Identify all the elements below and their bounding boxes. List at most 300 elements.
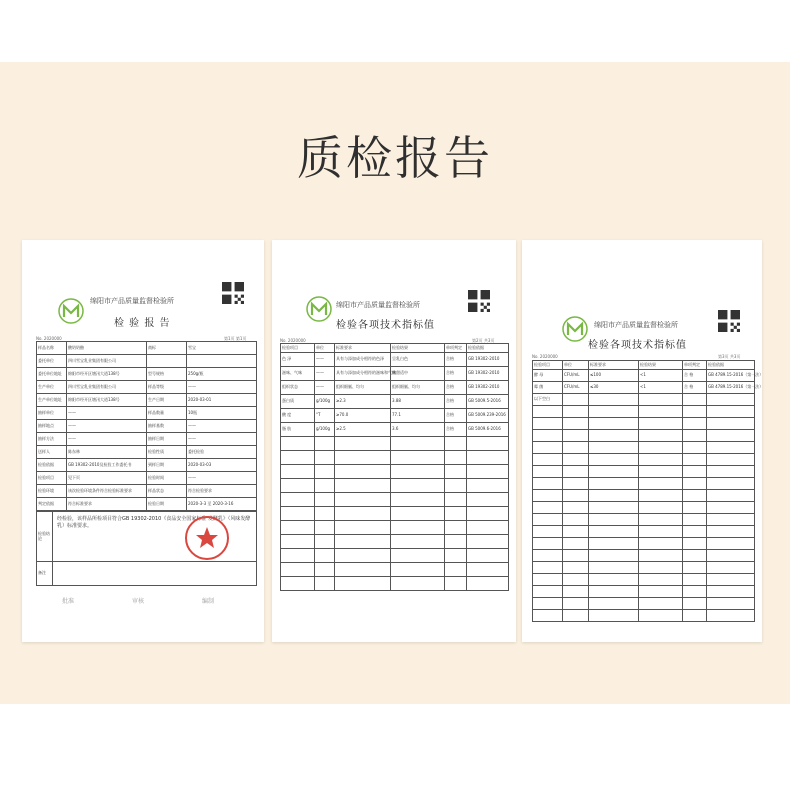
table-cell bbox=[589, 406, 639, 418]
table-cell bbox=[707, 406, 755, 418]
table-cell bbox=[467, 535, 509, 549]
column-header: 检验依据 bbox=[707, 361, 755, 370]
blank-row bbox=[533, 502, 755, 514]
table-cell bbox=[315, 563, 335, 577]
table-cell bbox=[533, 490, 563, 502]
field-value: 250g/瓶 bbox=[187, 368, 257, 381]
field-label: 生产单位 bbox=[37, 381, 67, 394]
table-cell: 酵 母 bbox=[533, 370, 563, 382]
table-cell: GB 19302-2010 bbox=[467, 353, 509, 367]
indicators-table bbox=[532, 360, 764, 622]
table-cell bbox=[335, 451, 391, 465]
table-cell bbox=[683, 550, 707, 562]
table-cell: GB 5009.6-2016 bbox=[467, 423, 509, 437]
table-cell bbox=[533, 586, 563, 598]
table-cell bbox=[281, 521, 315, 535]
table-cell bbox=[563, 454, 589, 466]
table-cell bbox=[533, 406, 563, 418]
table-cell bbox=[391, 549, 445, 563]
table-cell bbox=[639, 562, 683, 574]
table-cell bbox=[391, 507, 445, 521]
table-cell bbox=[335, 549, 391, 563]
table-cell bbox=[589, 502, 639, 514]
table-cell bbox=[639, 478, 683, 490]
table-cell bbox=[281, 549, 315, 563]
column-header: 标准要求 bbox=[589, 361, 639, 370]
blank-row bbox=[533, 478, 755, 490]
indicators-table bbox=[280, 343, 509, 591]
table-cell bbox=[533, 478, 563, 490]
table-cell bbox=[445, 521, 467, 535]
table-cell bbox=[683, 394, 707, 406]
field-label: 委托单位地址 bbox=[37, 368, 67, 381]
table-row bbox=[37, 459, 257, 472]
table-cell bbox=[445, 493, 467, 507]
table-cell: ≤30 bbox=[589, 382, 639, 394]
table-row bbox=[281, 367, 509, 381]
table-cell bbox=[589, 478, 639, 490]
field-value: 四川雪宝乳业集团有限公司 bbox=[67, 381, 147, 394]
table-cell bbox=[707, 490, 755, 502]
field-value: 绵阳市经开区塘汛大道138号 bbox=[67, 368, 147, 381]
table-cell bbox=[391, 535, 445, 549]
table-cell bbox=[315, 535, 335, 549]
table-cell: —— bbox=[315, 367, 335, 381]
table-cell: 脂 肪 bbox=[281, 423, 315, 437]
table-cell bbox=[589, 550, 639, 562]
table-row bbox=[281, 395, 509, 409]
table-cell bbox=[707, 562, 755, 574]
table-cell bbox=[639, 514, 683, 526]
field-value: 酸奶奶酪 bbox=[67, 342, 147, 355]
field-label: 检验依据 bbox=[37, 459, 67, 472]
field-value: 该次检验环境条件符合检验标准要求 bbox=[67, 485, 147, 498]
table-cell bbox=[639, 430, 683, 442]
field-label: 检验环境 bbox=[37, 485, 67, 498]
table-cell bbox=[533, 550, 563, 562]
table-cell bbox=[639, 394, 683, 406]
field-value: 符合标准要求 bbox=[67, 498, 147, 511]
column-header: 检验项目 bbox=[533, 361, 563, 370]
table-cell bbox=[639, 466, 683, 478]
table-cell bbox=[589, 490, 639, 502]
field-value: —— bbox=[187, 420, 257, 433]
form-title: 检 验 报 告 bbox=[114, 318, 171, 329]
table-cell bbox=[683, 610, 707, 622]
table-row bbox=[281, 353, 509, 367]
blank-row bbox=[533, 442, 755, 454]
field-label: 抽样方法 bbox=[37, 433, 67, 446]
table-cell bbox=[335, 493, 391, 507]
conclusion-cell bbox=[53, 512, 257, 562]
table-row bbox=[37, 381, 257, 394]
table-cell bbox=[467, 479, 509, 493]
table-cell bbox=[391, 465, 445, 479]
table-cell bbox=[281, 563, 315, 577]
field-value: 符合检验要求 bbox=[187, 485, 257, 498]
field-label: 抽样地点 bbox=[37, 420, 67, 433]
table-cell bbox=[707, 454, 755, 466]
table-cell bbox=[589, 430, 639, 442]
technical-indicators-sheet-page3 bbox=[522, 240, 762, 642]
table-cell bbox=[281, 493, 315, 507]
column-header: 单项判定 bbox=[445, 344, 467, 353]
table-cell bbox=[445, 451, 467, 465]
field-label bbox=[147, 355, 187, 368]
table-header-row bbox=[533, 361, 755, 370]
table-cell: GB 5009.5-2016 bbox=[467, 395, 509, 409]
table-cell bbox=[533, 562, 563, 574]
blank-row bbox=[533, 562, 755, 574]
table-cell bbox=[445, 507, 467, 521]
column-header: 检验依据 bbox=[467, 344, 509, 353]
table-cell bbox=[315, 577, 335, 591]
table-cell bbox=[391, 479, 445, 493]
table-cell: g/100g bbox=[315, 423, 335, 437]
table-cell bbox=[281, 479, 315, 493]
blank-row bbox=[533, 466, 755, 478]
institute-name: 绵阳市产品质量监督检验所 bbox=[336, 301, 420, 309]
table-cell bbox=[589, 466, 639, 478]
table-cell: ≥70.0 bbox=[335, 409, 391, 423]
table-cell bbox=[683, 466, 707, 478]
table-cell bbox=[391, 521, 445, 535]
table-row bbox=[533, 382, 755, 394]
field-label: 检验性质 bbox=[147, 446, 187, 459]
field-value: —— bbox=[67, 433, 147, 446]
table-cell bbox=[683, 562, 707, 574]
blank-row bbox=[533, 598, 755, 610]
field-label: 样品等级 bbox=[147, 381, 187, 394]
table-cell bbox=[335, 437, 391, 451]
table-row bbox=[533, 394, 755, 406]
table-cell bbox=[563, 586, 589, 598]
table-row bbox=[37, 433, 257, 446]
table-cell bbox=[589, 586, 639, 598]
table-cell: ≤100 bbox=[589, 370, 639, 382]
field-label: 抽样日期 bbox=[147, 433, 187, 446]
table-cell: GB 19302-2010 bbox=[467, 381, 509, 395]
table-cell bbox=[533, 526, 563, 538]
table-cell bbox=[533, 466, 563, 478]
table-cell bbox=[639, 574, 683, 586]
form-title: 检验各项技术指标值 bbox=[588, 340, 687, 351]
table-cell bbox=[707, 598, 755, 610]
field-label: 样品名称 bbox=[37, 342, 67, 355]
table-cell bbox=[533, 502, 563, 514]
report-number: No. 2020000 bbox=[532, 354, 558, 359]
table-cell bbox=[563, 406, 589, 418]
field-label: 样品数量 bbox=[147, 407, 187, 420]
field-value: GB 19302-2010及检验工作委托书 bbox=[67, 459, 147, 472]
table-cell: GB 5009.239-2016 bbox=[467, 409, 509, 423]
table-row bbox=[37, 368, 257, 381]
table-cell bbox=[315, 507, 335, 521]
field-label: 型号规格 bbox=[147, 368, 187, 381]
table-cell bbox=[683, 538, 707, 550]
table-cell: 酸 度 bbox=[281, 409, 315, 423]
field-value: 委托检验 bbox=[187, 446, 257, 459]
table-cell bbox=[563, 490, 589, 502]
field-value: 2020-03-01 bbox=[187, 394, 257, 407]
table-cell: 以下空白 bbox=[533, 394, 563, 406]
table-cell: 77.1 bbox=[391, 409, 445, 423]
table-row bbox=[37, 420, 257, 433]
table-cell bbox=[707, 430, 755, 442]
table-cell bbox=[589, 574, 639, 586]
blank-row bbox=[533, 550, 755, 562]
blank-row bbox=[533, 586, 755, 598]
column-header: 检验项目 bbox=[281, 344, 315, 353]
table-cell bbox=[707, 550, 755, 562]
table-row bbox=[37, 485, 257, 498]
table-row bbox=[281, 521, 509, 535]
table-cell bbox=[683, 574, 707, 586]
table-cell bbox=[281, 535, 315, 549]
table-row bbox=[37, 394, 257, 407]
table-cell bbox=[467, 493, 509, 507]
table-row bbox=[37, 446, 257, 459]
table-cell bbox=[563, 598, 589, 610]
table-cell bbox=[683, 586, 707, 598]
table-cell bbox=[335, 465, 391, 479]
table-cell bbox=[683, 514, 707, 526]
table-header-row bbox=[281, 344, 509, 353]
table-cell: 滋味、气味 bbox=[281, 367, 315, 381]
table-cell bbox=[281, 465, 315, 479]
field-value: 绵阳市经开区塘汛大道138号 bbox=[67, 394, 147, 407]
table-cell bbox=[563, 466, 589, 478]
page-mark: 第2页 共3页 bbox=[472, 338, 495, 343]
table-cell bbox=[391, 563, 445, 577]
table-cell bbox=[563, 550, 589, 562]
table-cell: 3.6 bbox=[391, 423, 445, 437]
table-cell bbox=[467, 451, 509, 465]
blank-row bbox=[533, 574, 755, 586]
table-row bbox=[281, 437, 509, 451]
table-cell: 3.88 bbox=[391, 395, 445, 409]
table-cell bbox=[335, 507, 391, 521]
institute-logo-icon bbox=[562, 316, 588, 342]
table-cell bbox=[683, 442, 707, 454]
table-cell bbox=[639, 586, 683, 598]
table-cell: —— bbox=[315, 353, 335, 367]
table-cell: °T bbox=[315, 409, 335, 423]
field-label: 生产单位地址 bbox=[37, 394, 67, 407]
table-cell bbox=[639, 526, 683, 538]
table-cell: 蛋白质 bbox=[281, 395, 315, 409]
table-cell bbox=[707, 394, 755, 406]
table-cell bbox=[563, 574, 589, 586]
table-cell: 具有与添加成分相符的色泽 bbox=[335, 353, 391, 367]
table-row bbox=[281, 381, 509, 395]
table-cell bbox=[533, 598, 563, 610]
report-number: No. 2020000 bbox=[36, 336, 62, 341]
table-cell: GB 4789.15-2016（第一法） bbox=[707, 370, 755, 382]
table-cell bbox=[563, 526, 589, 538]
table-cell bbox=[639, 406, 683, 418]
table-cell: 色 泽 bbox=[281, 353, 315, 367]
blank-row bbox=[533, 538, 755, 550]
field-label: 抽样基数 bbox=[147, 420, 187, 433]
field-value: 陈东林 bbox=[67, 446, 147, 459]
field-value: 四川雪宝乳业集团有限公司 bbox=[67, 355, 147, 368]
table-cell bbox=[445, 437, 467, 451]
field-label: 抽样单位 bbox=[37, 407, 67, 420]
column-header: 标准要求 bbox=[335, 344, 391, 353]
field-label: 判定依据 bbox=[37, 498, 67, 511]
field-label: 检验时间 bbox=[147, 472, 187, 485]
field-label: 到样日期 bbox=[147, 459, 187, 472]
field-value: —— bbox=[67, 407, 147, 420]
table-cell bbox=[315, 437, 335, 451]
field-value: —— bbox=[187, 472, 257, 485]
blank-row bbox=[533, 610, 755, 622]
table-cell bbox=[467, 465, 509, 479]
field-label: 商标 bbox=[147, 342, 187, 355]
table-cell bbox=[533, 442, 563, 454]
table-cell bbox=[467, 577, 509, 591]
table-row bbox=[281, 563, 509, 577]
table-cell bbox=[683, 526, 707, 538]
table-cell bbox=[563, 394, 589, 406]
column-header: 单位 bbox=[315, 344, 335, 353]
column-header: 单位 bbox=[563, 361, 589, 370]
institute-logo-icon bbox=[58, 298, 84, 324]
table-cell bbox=[589, 598, 639, 610]
field-value: 2020-03-03 bbox=[187, 459, 257, 472]
table-cell bbox=[533, 538, 563, 550]
table-cell bbox=[683, 490, 707, 502]
table-cell bbox=[563, 478, 589, 490]
table-cell: 合格 bbox=[445, 353, 467, 367]
table-cell: 合格 bbox=[445, 395, 467, 409]
table-cell bbox=[533, 418, 563, 430]
table-cell bbox=[315, 479, 335, 493]
table-row bbox=[37, 472, 257, 485]
table-cell bbox=[563, 418, 589, 430]
blank-row bbox=[533, 406, 755, 418]
table-cell bbox=[335, 577, 391, 591]
table-cell bbox=[683, 598, 707, 610]
table-cell bbox=[707, 418, 755, 430]
institute-name: 绵阳市产品质量监督检验所 bbox=[594, 321, 678, 329]
column-header: 单项判定 bbox=[683, 361, 707, 370]
table-row bbox=[281, 493, 509, 507]
table-cell: 合格 bbox=[445, 367, 467, 381]
table-cell: 呈乳白色 bbox=[391, 353, 445, 367]
table-cell bbox=[315, 465, 335, 479]
field-value: —— bbox=[67, 420, 147, 433]
column-header: 检验结果 bbox=[391, 344, 445, 353]
table-cell bbox=[683, 478, 707, 490]
table-cell: <1 bbox=[639, 382, 683, 394]
table-cell bbox=[683, 418, 707, 430]
table-cell: ≥2.3 bbox=[335, 395, 391, 409]
table-cell: 组织细腻、均匀 bbox=[335, 381, 391, 395]
table-cell bbox=[639, 418, 683, 430]
table-cell: <1 bbox=[639, 370, 683, 382]
table-row bbox=[281, 465, 509, 479]
table-cell bbox=[467, 521, 509, 535]
table-cell bbox=[639, 550, 683, 562]
table-cell bbox=[315, 493, 335, 507]
institute-name: 绵阳市产品质量监督检验所 bbox=[90, 297, 174, 305]
table-cell bbox=[563, 610, 589, 622]
blank-row bbox=[533, 490, 755, 502]
table-cell bbox=[391, 577, 445, 591]
field-label: 生产日期 bbox=[147, 394, 187, 407]
page-mark: 第1页 第1页 bbox=[224, 336, 247, 341]
blank-row bbox=[533, 418, 755, 430]
blank-row bbox=[533, 526, 755, 538]
field-value: 10瓶 bbox=[187, 407, 257, 420]
table-cell bbox=[683, 454, 707, 466]
remark-label: 备注 bbox=[37, 562, 53, 586]
qr-code-icon bbox=[222, 282, 244, 304]
table-cell bbox=[563, 562, 589, 574]
table-cell bbox=[707, 526, 755, 538]
field-value: 2020-3-3 至 2020-3-16 bbox=[187, 498, 257, 511]
table-row bbox=[281, 409, 509, 423]
signature-review: 审核 bbox=[132, 598, 145, 605]
blank-row bbox=[533, 514, 755, 526]
table-cell bbox=[563, 430, 589, 442]
field-label: 检验日期 bbox=[147, 498, 187, 511]
technical-indicators-sheet bbox=[272, 240, 516, 642]
table-cell bbox=[639, 442, 683, 454]
qr-code-icon bbox=[468, 290, 490, 312]
table-cell bbox=[281, 507, 315, 521]
table-cell bbox=[563, 538, 589, 550]
table-cell: g/100g bbox=[315, 395, 335, 409]
table-cell bbox=[533, 454, 563, 466]
table-cell bbox=[533, 574, 563, 586]
table-row bbox=[533, 370, 755, 382]
table-cell bbox=[589, 562, 639, 574]
table-row bbox=[37, 342, 257, 355]
field-value: 见下页 bbox=[67, 472, 147, 485]
table-cell bbox=[533, 430, 563, 442]
table-cell: 合格 bbox=[445, 423, 467, 437]
table-cell bbox=[707, 586, 755, 598]
table-cell bbox=[391, 451, 445, 465]
table-cell bbox=[707, 442, 755, 454]
field-value: —— bbox=[187, 433, 257, 446]
page-mark: 第3页 共3页 bbox=[718, 354, 741, 359]
table-cell bbox=[445, 465, 467, 479]
table-cell bbox=[639, 538, 683, 550]
table-row bbox=[281, 423, 509, 437]
table-row bbox=[281, 577, 509, 591]
table-row bbox=[37, 498, 257, 511]
table-cell bbox=[707, 466, 755, 478]
table-cell bbox=[281, 437, 315, 451]
table-row bbox=[281, 451, 509, 465]
table-cell: 组织细腻、均匀 bbox=[391, 381, 445, 395]
table-cell bbox=[589, 454, 639, 466]
column-header: 检验结果 bbox=[639, 361, 683, 370]
table-cell bbox=[589, 610, 639, 622]
table-cell: GB 4789.15-2016（第一法） bbox=[707, 382, 755, 394]
table-cell bbox=[391, 437, 445, 451]
report-info-table bbox=[36, 341, 257, 511]
table-cell bbox=[707, 502, 755, 514]
conclusion-text: 经检验，该样品所检项目符合GB 19302-2010《食品安全国家标准 发酵乳》（风味发酵乳）标准要求。 bbox=[57, 516, 251, 529]
table-cell: 合格 bbox=[445, 381, 467, 395]
table-row bbox=[281, 507, 509, 521]
form-title: 检验各项技术指标值 bbox=[336, 320, 435, 331]
